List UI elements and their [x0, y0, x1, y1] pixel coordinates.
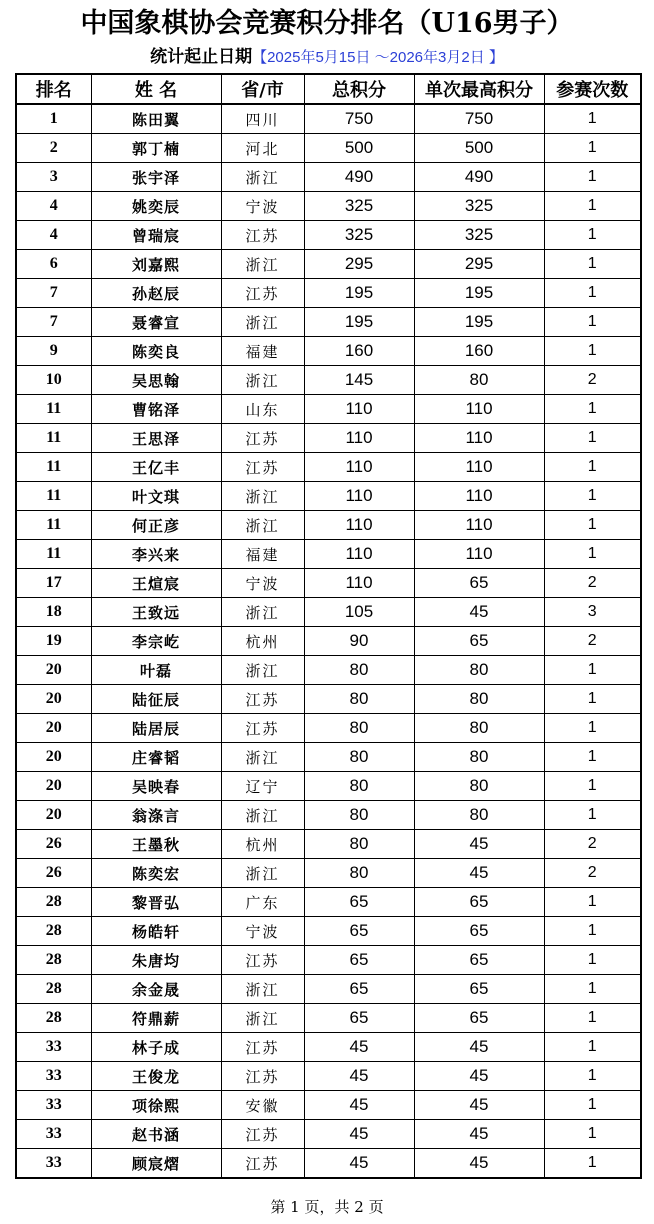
rank-cell: 33 [16, 1149, 91, 1179]
province-cell: 广东 [221, 888, 304, 917]
table-row [16, 946, 641, 975]
best-points-cell: 80 [414, 366, 544, 395]
total-points-cell: 110 [304, 424, 414, 453]
province-cell: 江苏 [221, 1062, 304, 1091]
rank-cell: 9 [16, 337, 91, 366]
name-cell: 王煊宸 [91, 569, 221, 598]
total-points-cell: 325 [304, 221, 414, 250]
entries-cell: 2 [544, 366, 641, 395]
best-points-cell: 295 [414, 250, 544, 279]
best-points-cell: 110 [414, 395, 544, 424]
entries-cell: 1 [544, 1149, 641, 1179]
entries-cell: 1 [544, 482, 641, 511]
table-row [16, 337, 641, 366]
province-cell: 浙江 [221, 743, 304, 772]
total-points-cell: 295 [304, 250, 414, 279]
total-points-cell: 80 [304, 714, 414, 743]
table-row [16, 1149, 641, 1179]
province-cell: 安徽 [221, 1091, 304, 1120]
best-points-cell: 160 [414, 337, 544, 366]
entries-cell: 1 [544, 772, 641, 801]
rank-cell: 10 [16, 366, 91, 395]
province-cell: 浙江 [221, 1004, 304, 1033]
province-cell: 浙江 [221, 482, 304, 511]
total-points-cell: 110 [304, 453, 414, 482]
province-cell: 杭州 [221, 627, 304, 656]
entries-cell: 1 [544, 1062, 641, 1091]
rank-cell: 33 [16, 1091, 91, 1120]
best-points-cell: 80 [414, 801, 544, 830]
province-cell: 杭州 [221, 830, 304, 859]
entries-cell: 1 [544, 134, 641, 163]
total-points-cell: 500 [304, 134, 414, 163]
entries-cell: 1 [544, 656, 641, 685]
province-cell: 宁波 [221, 192, 304, 221]
rank-cell: 11 [16, 540, 91, 569]
province-cell: 江苏 [221, 1033, 304, 1062]
table-row [16, 1091, 641, 1120]
rank-cell: 28 [16, 975, 91, 1004]
entries-cell: 1 [544, 1120, 641, 1149]
province-cell: 浙江 [221, 975, 304, 1004]
best-points-cell: 80 [414, 714, 544, 743]
province-cell: 江苏 [221, 279, 304, 308]
name-cell: 陆居辰 [91, 714, 221, 743]
header-row [16, 74, 641, 104]
total-points-cell: 490 [304, 163, 414, 192]
table-row [16, 917, 641, 946]
name-cell: 叶文琪 [91, 482, 221, 511]
province-cell: 四川 [221, 104, 304, 134]
entries-cell: 1 [544, 1091, 641, 1120]
entries-cell: 1 [544, 888, 641, 917]
name-cell: 李兴来 [91, 540, 221, 569]
rank-cell: 17 [16, 569, 91, 598]
rank-cell: 6 [16, 250, 91, 279]
name-cell: 吴映春 [91, 772, 221, 801]
name-cell: 孙赵辰 [91, 279, 221, 308]
table-row [16, 395, 641, 424]
rank-cell: 11 [16, 424, 91, 453]
province-cell: 江苏 [221, 453, 304, 482]
total-points-cell: 65 [304, 917, 414, 946]
total-points-cell: 80 [304, 685, 414, 714]
rank-cell: 11 [16, 453, 91, 482]
entries-cell: 1 [544, 946, 641, 975]
total-points-cell: 80 [304, 830, 414, 859]
province-cell: 浙江 [221, 511, 304, 540]
rank-cell: 3 [16, 163, 91, 192]
page-footer: 第 1 页，共 2 页 [270, 1198, 384, 1216]
total-points-cell: 80 [304, 656, 414, 685]
rank-cell: 11 [16, 482, 91, 511]
table-row [16, 975, 641, 1004]
name-cell: 聂睿宣 [91, 308, 221, 337]
table-row [16, 221, 641, 250]
name-cell: 王墨秋 [91, 830, 221, 859]
name-cell: 翁涤言 [91, 801, 221, 830]
rank-cell: 20 [16, 801, 91, 830]
rank-cell: 2 [16, 134, 91, 163]
province-cell: 浙江 [221, 366, 304, 395]
best-points-cell: 110 [414, 424, 544, 453]
total-points-cell: 65 [304, 888, 414, 917]
entries-cell: 1 [544, 975, 641, 1004]
entries-cell: 1 [544, 250, 641, 279]
table-row [16, 366, 641, 395]
best-points-cell: 750 [414, 104, 544, 134]
table-row [16, 569, 641, 598]
name-cell: 王俊龙 [91, 1062, 221, 1091]
province-cell: 浙江 [221, 163, 304, 192]
table-row [16, 453, 641, 482]
name-cell: 黎晋弘 [91, 888, 221, 917]
table-row [16, 830, 641, 859]
rank-cell: 4 [16, 221, 91, 250]
table-row [16, 511, 641, 540]
table-row [16, 308, 641, 337]
name-cell: 吴思翰 [91, 366, 221, 395]
entries-cell: 1 [544, 104, 641, 134]
entries-cell: 1 [544, 192, 641, 221]
rank-cell: 28 [16, 888, 91, 917]
table-row [16, 714, 641, 743]
table-row [16, 888, 641, 917]
total-points-cell: 45 [304, 1149, 414, 1179]
total-points-cell: 45 [304, 1033, 414, 1062]
total-points-cell: 80 [304, 801, 414, 830]
best-points-cell: 45 [414, 859, 544, 888]
rank-cell: 26 [16, 830, 91, 859]
province-cell: 河北 [221, 134, 304, 163]
name-cell: 顾宸熠 [91, 1149, 221, 1179]
best-points-cell: 65 [414, 917, 544, 946]
entries-cell: 3 [544, 598, 641, 627]
total-points-cell: 110 [304, 395, 414, 424]
entries-cell: 1 [544, 163, 641, 192]
rank-cell: 26 [16, 859, 91, 888]
province-cell: 福建 [221, 337, 304, 366]
province-cell: 浙江 [221, 859, 304, 888]
table-row [16, 598, 641, 627]
total-points-cell: 45 [304, 1120, 414, 1149]
total-points-cell: 145 [304, 366, 414, 395]
province-cell: 江苏 [221, 221, 304, 250]
best-points-cell: 65 [414, 627, 544, 656]
entries-cell: 1 [544, 801, 641, 830]
province-cell: 江苏 [221, 685, 304, 714]
best-points-cell: 500 [414, 134, 544, 163]
name-cell: 赵书涵 [91, 1120, 221, 1149]
total-points-cell: 45 [304, 1062, 414, 1091]
entries-cell: 1 [544, 1004, 641, 1033]
total-points-cell: 160 [304, 337, 414, 366]
rank-cell: 7 [16, 279, 91, 308]
total-points-cell: 110 [304, 511, 414, 540]
total-points-cell: 45 [304, 1091, 414, 1120]
name-cell: 庄睿韬 [91, 743, 221, 772]
name-cell: 姚奕辰 [91, 192, 221, 221]
name-cell: 曾瑞宸 [91, 221, 221, 250]
total-points-cell: 195 [304, 279, 414, 308]
best-points-cell: 45 [414, 1120, 544, 1149]
name-cell: 刘嘉熙 [91, 250, 221, 279]
total-points-cell: 110 [304, 482, 414, 511]
best-points-cell: 490 [414, 163, 544, 192]
table-row [16, 859, 641, 888]
best-points-cell: 80 [414, 743, 544, 772]
name-cell: 王亿丰 [91, 453, 221, 482]
province-cell: 宁波 [221, 569, 304, 598]
entries-cell: 1 [544, 453, 641, 482]
name-cell: 陈奕良 [91, 337, 221, 366]
table-row [16, 104, 641, 134]
province-cell: 浙江 [221, 801, 304, 830]
name-cell: 王思泽 [91, 424, 221, 453]
best-points-cell: 110 [414, 511, 544, 540]
best-points-cell: 325 [414, 192, 544, 221]
entries-cell: 1 [544, 279, 641, 308]
col-header-count: 参赛次数 [544, 74, 641, 104]
entries-cell: 1 [544, 395, 641, 424]
name-cell: 王致远 [91, 598, 221, 627]
province-cell: 辽宁 [221, 772, 304, 801]
province-cell: 宁波 [221, 917, 304, 946]
table-row [16, 279, 641, 308]
entries-cell: 1 [544, 308, 641, 337]
entries-cell: 1 [544, 540, 641, 569]
total-points-cell: 750 [304, 104, 414, 134]
rank-cell: 4 [16, 192, 91, 221]
entries-cell: 1 [544, 714, 641, 743]
best-points-cell: 65 [414, 888, 544, 917]
name-cell: 符鼎薪 [91, 1004, 221, 1033]
entries-cell: 1 [544, 917, 641, 946]
rank-cell: 33 [16, 1033, 91, 1062]
name-cell: 陈奕宏 [91, 859, 221, 888]
table-row [16, 1120, 641, 1149]
table-row [16, 540, 641, 569]
table-row [16, 656, 641, 685]
best-points-cell: 110 [414, 482, 544, 511]
rank-cell: 28 [16, 1004, 91, 1033]
province-cell: 浙江 [221, 308, 304, 337]
rank-cell: 28 [16, 917, 91, 946]
table-row [16, 1062, 641, 1091]
entries-cell: 1 [544, 685, 641, 714]
best-points-cell: 45 [414, 1033, 544, 1062]
province-cell: 浙江 [221, 598, 304, 627]
best-points-cell: 80 [414, 772, 544, 801]
name-cell: 余金晟 [91, 975, 221, 1004]
best-points-cell: 65 [414, 569, 544, 598]
name-cell: 叶磊 [91, 656, 221, 685]
total-points-cell: 80 [304, 859, 414, 888]
rank-cell: 11 [16, 395, 91, 424]
col-header-total: 总积分 [304, 74, 414, 104]
rank-cell: 20 [16, 714, 91, 743]
col-header-best: 单次最高积分 [414, 74, 544, 104]
best-points-cell: 195 [414, 308, 544, 337]
stats-date-label: 统计起止日期 [150, 47, 253, 67]
date-range: 【2025年5月15日 ～2026年3月2日 】 [252, 49, 504, 66]
col-header-rank: 排名 [16, 74, 91, 104]
name-cell: 张宇泽 [91, 163, 221, 192]
table-row [16, 1004, 641, 1033]
best-points-cell: 195 [414, 279, 544, 308]
table-row [16, 801, 641, 830]
best-points-cell: 65 [414, 975, 544, 1004]
table-row [16, 192, 641, 221]
best-points-cell: 45 [414, 1062, 544, 1091]
province-cell: 浙江 [221, 250, 304, 279]
total-points-cell: 105 [304, 598, 414, 627]
best-points-cell: 80 [414, 685, 544, 714]
entries-cell: 2 [544, 569, 641, 598]
total-points-cell: 110 [304, 540, 414, 569]
table-row [16, 627, 641, 656]
name-cell: 杨皓轩 [91, 917, 221, 946]
page-title: 中国象棋协会竞赛积分排名（U16男子） [80, 8, 574, 39]
entries-cell: 1 [544, 337, 641, 366]
rank-cell: 20 [16, 656, 91, 685]
total-points-cell: 80 [304, 772, 414, 801]
rank-cell: 11 [16, 511, 91, 540]
entries-cell: 2 [544, 859, 641, 888]
entries-cell: 1 [544, 221, 641, 250]
best-points-cell: 45 [414, 830, 544, 859]
entries-cell: 2 [544, 627, 641, 656]
table-row [16, 250, 641, 279]
table-row [16, 424, 641, 453]
best-points-cell: 65 [414, 1004, 544, 1033]
name-cell: 曹铭泽 [91, 395, 221, 424]
total-points-cell: 65 [304, 1004, 414, 1033]
name-cell: 何正彦 [91, 511, 221, 540]
province-cell: 江苏 [221, 946, 304, 975]
province-cell: 山东 [221, 395, 304, 424]
rank-cell: 33 [16, 1120, 91, 1149]
rank-cell: 18 [16, 598, 91, 627]
date-range-line [0, 44, 654, 71]
table-row [16, 743, 641, 772]
rank-cell: 7 [16, 308, 91, 337]
entries-cell: 1 [544, 1033, 641, 1062]
province-cell: 浙江 [221, 656, 304, 685]
table-row [16, 134, 641, 163]
entries-cell: 1 [544, 511, 641, 540]
name-cell: 项徐熙 [91, 1091, 221, 1120]
total-points-cell: 65 [304, 975, 414, 1004]
table-row [16, 163, 641, 192]
table-row [16, 482, 641, 511]
entries-cell: 1 [544, 743, 641, 772]
best-points-cell: 80 [414, 656, 544, 685]
entries-cell: 2 [544, 830, 641, 859]
best-points-cell: 45 [414, 1149, 544, 1179]
total-points-cell: 195 [304, 308, 414, 337]
best-points-cell: 110 [414, 540, 544, 569]
province-cell: 江苏 [221, 424, 304, 453]
name-cell: 朱唐均 [91, 946, 221, 975]
province-cell: 福建 [221, 540, 304, 569]
best-points-cell: 65 [414, 946, 544, 975]
name-cell: 林子成 [91, 1033, 221, 1062]
entries-cell: 1 [544, 424, 641, 453]
rank-cell: 20 [16, 685, 91, 714]
rank-cell: 20 [16, 772, 91, 801]
total-points-cell: 90 [304, 627, 414, 656]
province-cell: 江苏 [221, 1120, 304, 1149]
best-points-cell: 325 [414, 221, 544, 250]
table-row [16, 685, 641, 714]
best-points-cell: 45 [414, 1091, 544, 1120]
province-cell: 江苏 [221, 714, 304, 743]
col-header-name: 姓 名 [91, 74, 221, 104]
total-points-cell: 325 [304, 192, 414, 221]
table-row [16, 1033, 641, 1062]
name-cell: 陆征辰 [91, 685, 221, 714]
ranking-table [15, 73, 642, 1179]
total-points-cell: 110 [304, 569, 414, 598]
name-cell: 郭丁楠 [91, 134, 221, 163]
best-points-cell: 110 [414, 453, 544, 482]
name-cell: 李宗屹 [91, 627, 221, 656]
rank-cell: 19 [16, 627, 91, 656]
total-points-cell: 65 [304, 946, 414, 975]
best-points-cell: 45 [414, 598, 544, 627]
col-header-province: 省/市 [221, 74, 304, 104]
rank-cell: 20 [16, 743, 91, 772]
table-row [16, 772, 641, 801]
rank-cell: 33 [16, 1062, 91, 1091]
total-points-cell: 80 [304, 743, 414, 772]
rank-cell: 28 [16, 946, 91, 975]
province-cell: 江苏 [221, 1149, 304, 1179]
rank-cell: 1 [16, 104, 91, 134]
name-cell: 陈田翼 [91, 104, 221, 134]
